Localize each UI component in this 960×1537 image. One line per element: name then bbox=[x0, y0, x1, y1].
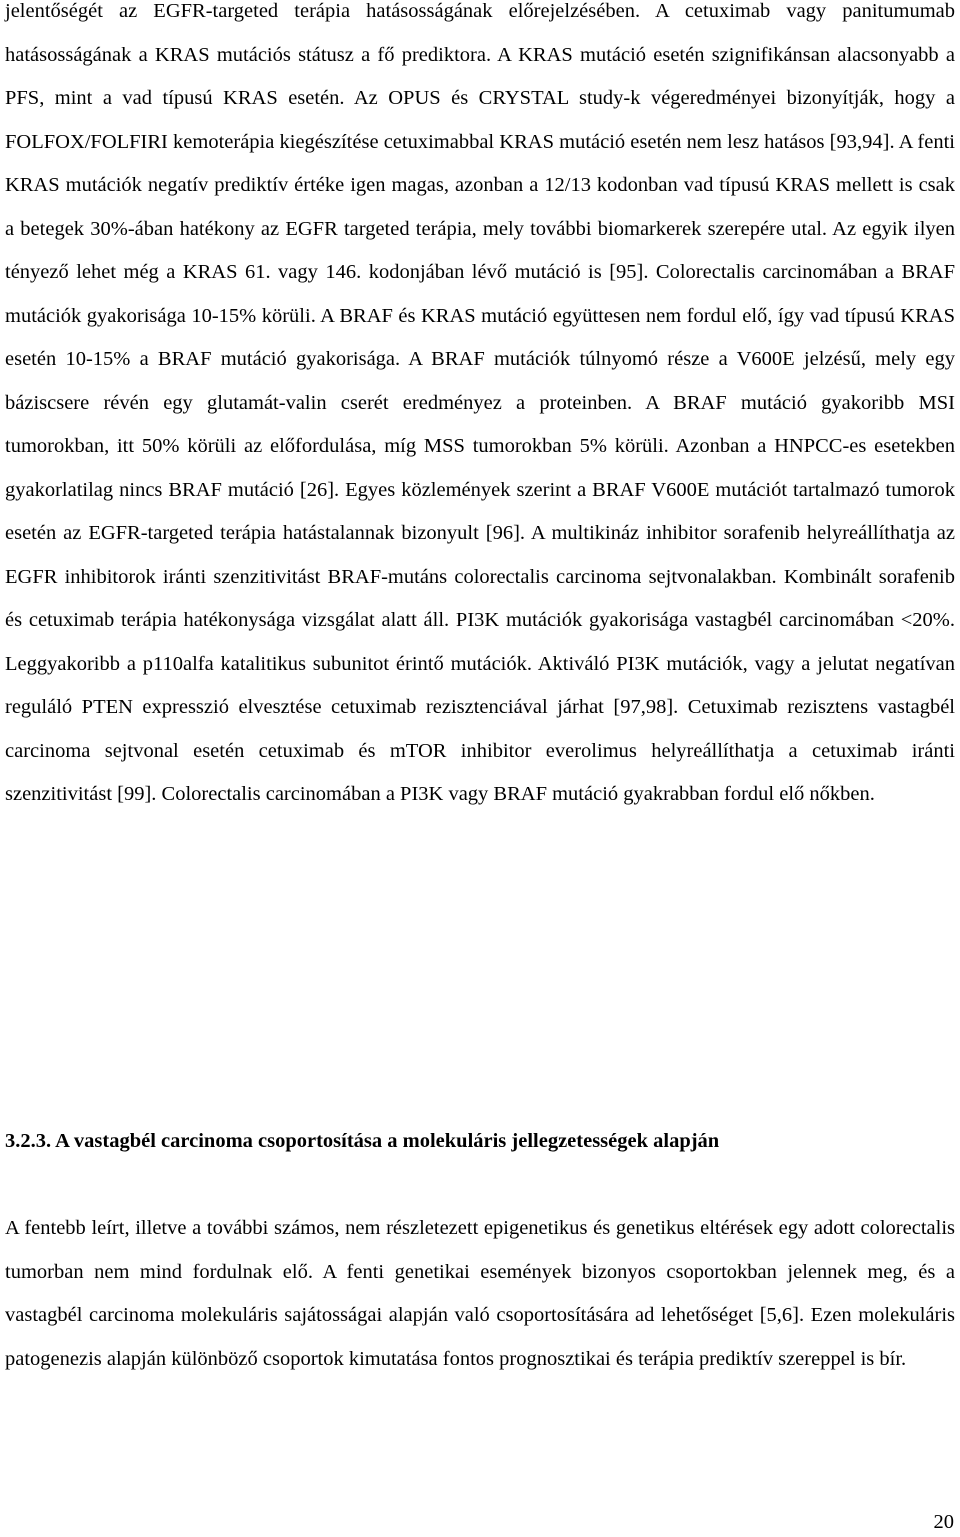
body-paragraph-egfr-kras-braf: jelentőségét az EGFR-targeted terápia hatásosságának előrejelzésében. A cetuximab vagy panitumumab hatásosságának a KRAS mutációs státusz a fő prediktora. A KRAS mutáció esetén szignifikánsan alacsonyabb a PFS, mint a vad típusú KRAS esetén. Az OPUS és CRYSTAL study-k végeredményei bizonyítják, hogy a FOLFOX/FOLFIRI kemoterápia kiegészítése cetuximabbal KRAS mutáció esetén nem lesz hatásos [93,94]. A fenti KRAS mutációk negatív prediktív értéke igen magas, azonban a 12/13 kodonban vad típusú KRAS mellett is csak a betegek 30%-ában hatékony az EGFR targeted terápia, mely további biomarkerek szerepére utal. Az egyik ilyen tényező lehet még a KRAS 61. vagy 146. kodonjában lévő mutáció is [95]. Colorectalis carcinomában a BRAF mutációk gyakorisága 10-15% körüli. A BRAF és KRAS mutáció együttesen nem fordul elő, így vad típusú KRAS esetén 10-15% a BRAF mutáció gyakorisága. A BRAF mutációk túlnyomó része a V600E jelzésű, mely egy báziscsere révén egy glutamát-valin cserét eredményez a proteinben. A BRAF mutáció gyakoribb MSI tumorokban, itt 50% körüli az előfordulása, míg MSS tumorokban 5% körüli. Azonban a HNPCC-es esetekben gyakorlatilag nincs BRAF mutáció [26]. Egyes közlemények szerint a BRAF V600E mutációt tartalmazó tumorok esetén az EGFR-targeted terápia hatástalannak bizonyult [96]. A multikináz inhibitor sorafenib helyreállíthatja az EGFR inhibitorok iránti szenzitivitást BRAF-mutáns colorectalis carcinoma sejtvonalakban. Kombinált sorafenib és cetuximab terápia hatékonysága vizsgálat alatt áll. PI3K mutációk gyakorisága vastagbél carcinomában <20%. Leggyakoribb a p110alfa katalitikus subunitot érintő mutációk. Aktiváló PI3K mutációk, vagy a jelutat negatívan reguláló PTEN expresszió elvesztése cetuximab rezisztenciával járhat [97,98]. Cetuximab rezisztens vastagbél carcinoma sejtvonal esetén cetuximab és mTOR inhibitor everolimus helyreállíthatja a cetuximab iránti szenzitivitást [99]. Colorectalis carcinomában a PI3K vagy BRAF mutáció gyakrabban fordul elő nőkben. bbox=[5, 0, 955, 805]
page-number: 20 bbox=[933, 1511, 954, 1533]
section-heading: 3.2.3. A vastagbél carcinoma csoportosítása a molekuláris jellegzetességek alapján bbox=[5, 1130, 720, 1152]
body-paragraph-molecular-grouping: A fentebb leírt, illetve a további számos, nem részletezett epigenetikus és genetikus eltérések egy adott colorectalis tumorban nem mind fordulnak elő. A fenti genetikai események bizonyos csoportokban jelennek meg, és a vastagbél carcinoma molekuláris sajátosságai alapján való csoportosítására ad lehetőséget [5,6]. Ezen molekuláris patogenezis alapján különböző csoportok kimutatása fontos prognosztikai és terápia prediktív szereppel is bír. bbox=[5, 1217, 955, 1370]
